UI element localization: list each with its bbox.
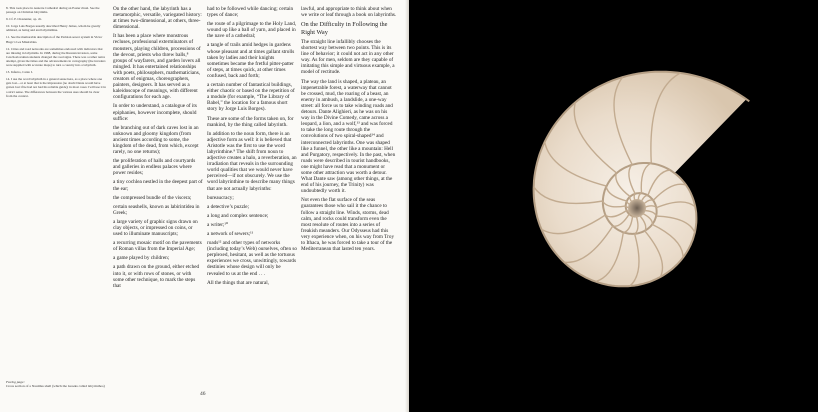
list-item: the branching out of dark caves lost in an unknown and gloomy kingdom (from ancient times according to some, the kingdom of the dead, from which, except rarely, no one returns);: [113, 124, 199, 156]
paragraph: The way the land is shaped, a plateau, an impenetrable forest, a waterway that cannot be crossed, mud, the roaring of a beast, an enemy in ambush, a landslide, a one-way street: all force us to take winding roads and detours. Dante Alighieri, as he was on his way in the Divine Comedy, came across a leopard, a lion, and a wolf,¹³ and was forced to take the long route through the convolutions of two spiral-shaped¹⁴ and interconnected labyrinths. One was shaped like a funnel, the other like a mountain: Hell and Purgatory, respectively. In the past, when roads were described in tourist handbooks, one might have read that a monument or some other attraction was worth a detour. What Dante saw (among other things, at the end of his journey, the Trinity) was undoubtedly worth it.: [301, 78, 396, 195]
caption-title: Facing page:: [6, 380, 25, 384]
right-page: [409, 0, 818, 412]
page-number: 46: [200, 391, 206, 397]
caption-text: Cross section of a Nautilus shell (which the Greeks called labyrinthos): [6, 384, 105, 389]
list-item: certain seashells, known as labirintidea in Greek;: [113, 203, 200, 216]
paragraph: had to be followed while dancing; certain types of dance;: [207, 6, 294, 19]
list-item: a recurring mosaic motif on the pavements of Roman villas from the Imperial Age;: [113, 240, 202, 253]
footnotes-column: [6, 6, 106, 101]
list-item: roads¹² and other types of networks (including today’s Web) ourselves, often so perplexed, hesitant, as well as the tortuous experiences we cross, unwittingly, towards destinies whose design will only be revealed to us at the end . . .: [207, 240, 297, 277]
list-item: bureaucracy;: [207, 194, 234, 201]
paragraph: These are some of the forms taken on, for mankind, by the thing called labyrinth.: [207, 115, 294, 128]
list-item: a writer;¹⁰: [207, 221, 229, 228]
figure-caption: [6, 380, 106, 389]
paragraph: a certain number of fantastical buildings, either chaotic or based on the repetition of a module (for example, “The Library of Babel,” the location for a famous short story by Jorge Luis Borges).: [207, 82, 295, 113]
list-item: a path drawn on the ground, either etched into it, or with rows of stones, or with some other technique, to mark the steps that: [113, 264, 200, 289]
paragraph: a tangle of trails amid hedges in gardens whose pleasant and at times gallant strolls taken by ladies and their knights sometimes became the fretful pitter-patter of steps, at times quick, at other times confused, back and forth;: [207, 42, 295, 79]
text-column-2: [207, 6, 297, 289]
footnote: 14. I use the word labyrinth in a general sense here, as a place where one gets lost—or at least that is the impression (no doubt Dante would have gotten lost if he had not had his reliable guide); in most cases I will use it in a strict sense. The differences between the various uses should be clear from the context.: [6, 77, 106, 98]
paragraph: the route of a pilgrimage to the Holy Land, wound up like a ball of yarn, and placed in the nave of a cathedral;: [207, 21, 297, 40]
paragraph: On the other hand, the labyrinth has a metamorphic, versatile, variegated history: at times two-dimensional, at others, three-dimensional.: [113, 6, 202, 31]
footnote: 8. This took place in Auxerre Cathedral during an Easter ritual. See the passage on Christian labyrinths.: [6, 6, 100, 15]
footnote: 9. Cf. P. Chastenier, op. cit.: [6, 17, 43, 22]
list-item: a large variety of graphic signs drawn on clay objects, or impressed on coins, or used to illuminate manuscripts;: [113, 218, 198, 238]
paragraph: All the things that are natural,: [207, 279, 269, 286]
shell-body: [534, 72, 747, 287]
footnote: 13. Inferno, Canto I.: [6, 70, 33, 75]
list-item: a long and complex sentence;: [207, 212, 269, 219]
footnote: 11. See the memorable description of the Parisian sewer system in Victor Hugo’s Les Misérables.: [6, 35, 103, 44]
nautilus-shell-photo: [409, 0, 818, 412]
paragraph: lawful, and appropriate to think about when we write or leaf through a book on labyrinths.: [301, 6, 397, 19]
paragraph: The straight line infallibly chooses the shortest way between two points. This is its line of behavior; it could not act in any other way. As for men, seldom are they capable of imitating this simple and virtuous example, a model of rectitude.: [301, 39, 395, 76]
list-item: the compressed bundle of the viscera;: [113, 194, 192, 201]
paragraph: It has been a place where monstrous recluses, professional exterminators of monsters, playing children, processions of the devout, priests who threw balls,⁸ groups of wayfarers, and garden lovers all mingled. It has entertained relationships with poets, philosophers, mathematicians, creators of enigmas, choreographers, painters, designers. It has served as a kaleidoscope of meanings, with different configurations for each age.: [113, 33, 201, 101]
text-column-3: [301, 6, 397, 255]
section-heading: On the Difficulty in Following the Right Way: [301, 21, 388, 36]
list-item: a tiny cochlea nestled in the deepest part of the ear;: [113, 179, 203, 192]
footnote: 10. Jorge Luis Borges usually described Henry James, whom he greatly admired, as being and and labyrinthine.: [6, 24, 101, 33]
paragraph: In addition to the noun form, there is an adjective form as well: it is believed that Aristotle was the first to use the word labyrinthine.⁹ The shift from noun to adjective creates a halo, a reverberation, an irradiation that reveals in the surrounding world qualities that we would never have perceived—if not obscurely. We use the word labyrinthine to describe many things that are not actually labyrinths:: [207, 130, 297, 192]
paragraph: In order to understand, a catalogue of its epiphanies, however incomplete, should suffice:: [113, 103, 197, 122]
footnote: 12. Cities and road networks are sometimes endowed with indicators that are missing in labyrinths. In 1968, during the Russian invasion, some Czechoslovakian students changed the road signs. There was a rather naive attempt, given the times and the advancements in cartography (the invaders were supplied with accurate maps) to turn a country into a labyrinth.: [6, 46, 106, 68]
shell-spiral: [534, 72, 750, 287]
list-item: a detective’s puzzle;: [207, 203, 250, 210]
list-item: a network of sewers;¹¹: [207, 231, 254, 237]
list-item: a game played by children;: [113, 255, 170, 262]
paragraph: Not even the flat surface of the seas guarantees those who sail it the chance to follow a straight line. Winds, storms, dead calm, and rocks could transform even the most resolute of routes into a series of freakish meanders. Our Odysseus had this very experience when, on his way from Troy to Ithaca, he was forced to take a tour of the Mediterranean that lasted ten years.: [301, 197, 395, 253]
text-column-1: [113, 6, 203, 292]
list-item: the proliferation of halls and courtyards and galleries in endless palaces where power resides;: [113, 158, 196, 177]
shell-core: [628, 199, 646, 217]
